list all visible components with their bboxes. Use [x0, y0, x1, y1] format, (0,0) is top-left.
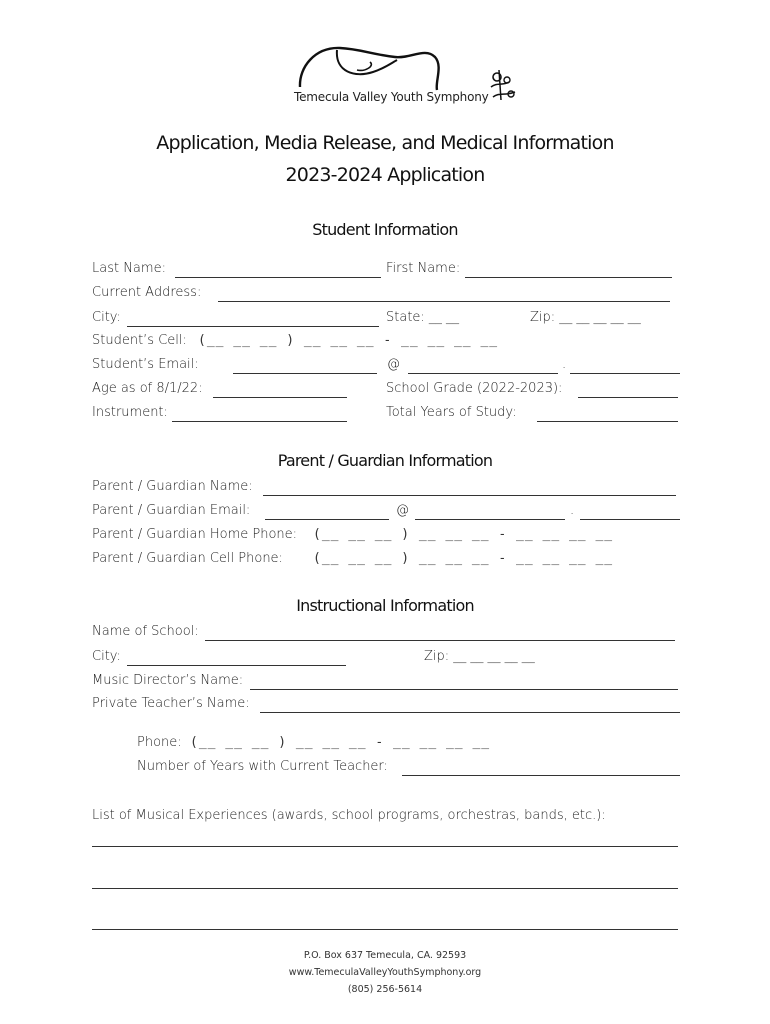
org-name: Temecula Valley Youth Symphony	[294, 90, 489, 104]
school-name-field[interactable]	[205, 640, 675, 641]
parent-email-domain-field[interactable]	[415, 519, 565, 520]
parent-email-dot: .	[570, 503, 575, 518]
student-zip-field[interactable]: Zip: __ __ __ __ __	[530, 310, 641, 325]
experiences-line-2[interactable]	[92, 888, 678, 889]
address-field[interactable]	[218, 301, 670, 302]
instrument-field[interactable]	[172, 421, 347, 422]
parent-email-at: @	[396, 503, 409, 518]
director-name-label: Music Director’s Name:	[92, 673, 244, 688]
student-section-heading: Student Information	[312, 220, 458, 239]
parent-email-tld-field[interactable]	[580, 519, 680, 520]
teacher-phone-label: Phone:	[137, 735, 182, 750]
age-label: Age as of 8/1/22:	[92, 381, 203, 396]
student-email-domain-field[interactable]	[408, 373, 558, 374]
document-title: Application, Media Release, and Medical Information	[156, 132, 614, 154]
grade-field[interactable]	[578, 397, 678, 398]
last-name-label: Last Name:	[92, 261, 166, 276]
years-teacher-field[interactable]	[402, 775, 680, 776]
years-study-label: Total Years of Study:	[386, 405, 517, 420]
address-label: Current Address:	[92, 285, 202, 300]
parent-cell-phone-field[interactable]: (__ __ __ ) __ __ __ - __ __ __ __	[313, 551, 614, 566]
director-name-field[interactable]	[250, 689, 678, 690]
experiences-line-3[interactable]	[92, 929, 678, 930]
student-email-at: @	[387, 357, 400, 372]
footer-website: www.TemeculaValleyYouthSymphony.org	[288, 967, 482, 978]
student-email-label: Student’s Email:	[92, 357, 199, 372]
years-study-field[interactable]	[537, 421, 678, 422]
parent-home-phone-label: Parent / Guardian Home Phone:	[92, 527, 298, 542]
student-city-field[interactable]	[127, 326, 379, 327]
grade-label: School Grade (2022-2023):	[386, 381, 563, 396]
school-name-label: Name of School:	[92, 624, 199, 639]
school-city-field[interactable]	[127, 665, 346, 666]
student-email-user-field[interactable]	[233, 373, 377, 374]
parent-home-phone-field[interactable]: (__ __ __ ) __ __ __ - __ __ __ __	[313, 527, 614, 542]
footer-phone: (805) 256-5614	[347, 984, 423, 995]
parent-section-heading: Parent / Guardian Information	[277, 451, 493, 470]
instrument-label: Instrument:	[92, 405, 168, 420]
student-cell-label: Student’s Cell:	[92, 333, 187, 348]
experiences-label: List of Musical Experiences (awards, school programs, orchestras, bands, etc.):	[92, 808, 606, 823]
teacher-name-label: Private Teacher’s Name:	[92, 696, 250, 711]
instruction-section-heading: Instructional Information	[296, 596, 474, 615]
parent-cell-phone-label: Parent / Guardian Cell Phone:	[92, 551, 283, 566]
student-email-tld-field[interactable]	[570, 373, 680, 374]
school-city-label: City:	[92, 649, 121, 664]
parent-name-field[interactable]	[263, 495, 676, 496]
parent-email-user-field[interactable]	[265, 519, 389, 520]
student-city-label: City:	[92, 310, 121, 325]
teacher-name-field[interactable]	[260, 712, 680, 713]
parent-email-label: Parent / Guardian Email:	[92, 503, 251, 518]
student-cell-field[interactable]: (__ __ __ ) __ __ __ - __ __ __ __	[198, 333, 499, 348]
school-zip-field[interactable]: Zip: __ __ __ __ __	[424, 649, 535, 664]
document-subtitle: 2023-2024 Application	[285, 164, 485, 186]
first-name-field[interactable]	[465, 277, 672, 278]
age-field[interactable]	[213, 397, 347, 398]
last-name-field[interactable]	[175, 277, 381, 278]
years-teacher-label: Number of Years with Current Teacher:	[137, 759, 388, 774]
parent-name-label: Parent / Guardian Name:	[92, 479, 253, 494]
first-name-label: First Name:	[386, 261, 461, 276]
student-email-dot: .	[562, 357, 567, 372]
state-field[interactable]: State: __ __	[386, 310, 460, 325]
teacher-phone-field[interactable]: (__ __ __ ) __ __ __ - __ __ __ __	[190, 735, 491, 750]
experiences-line-1[interactable]	[92, 846, 678, 847]
footer-address: P.O. Box 637 Temecula, CA. 92593	[303, 950, 467, 961]
